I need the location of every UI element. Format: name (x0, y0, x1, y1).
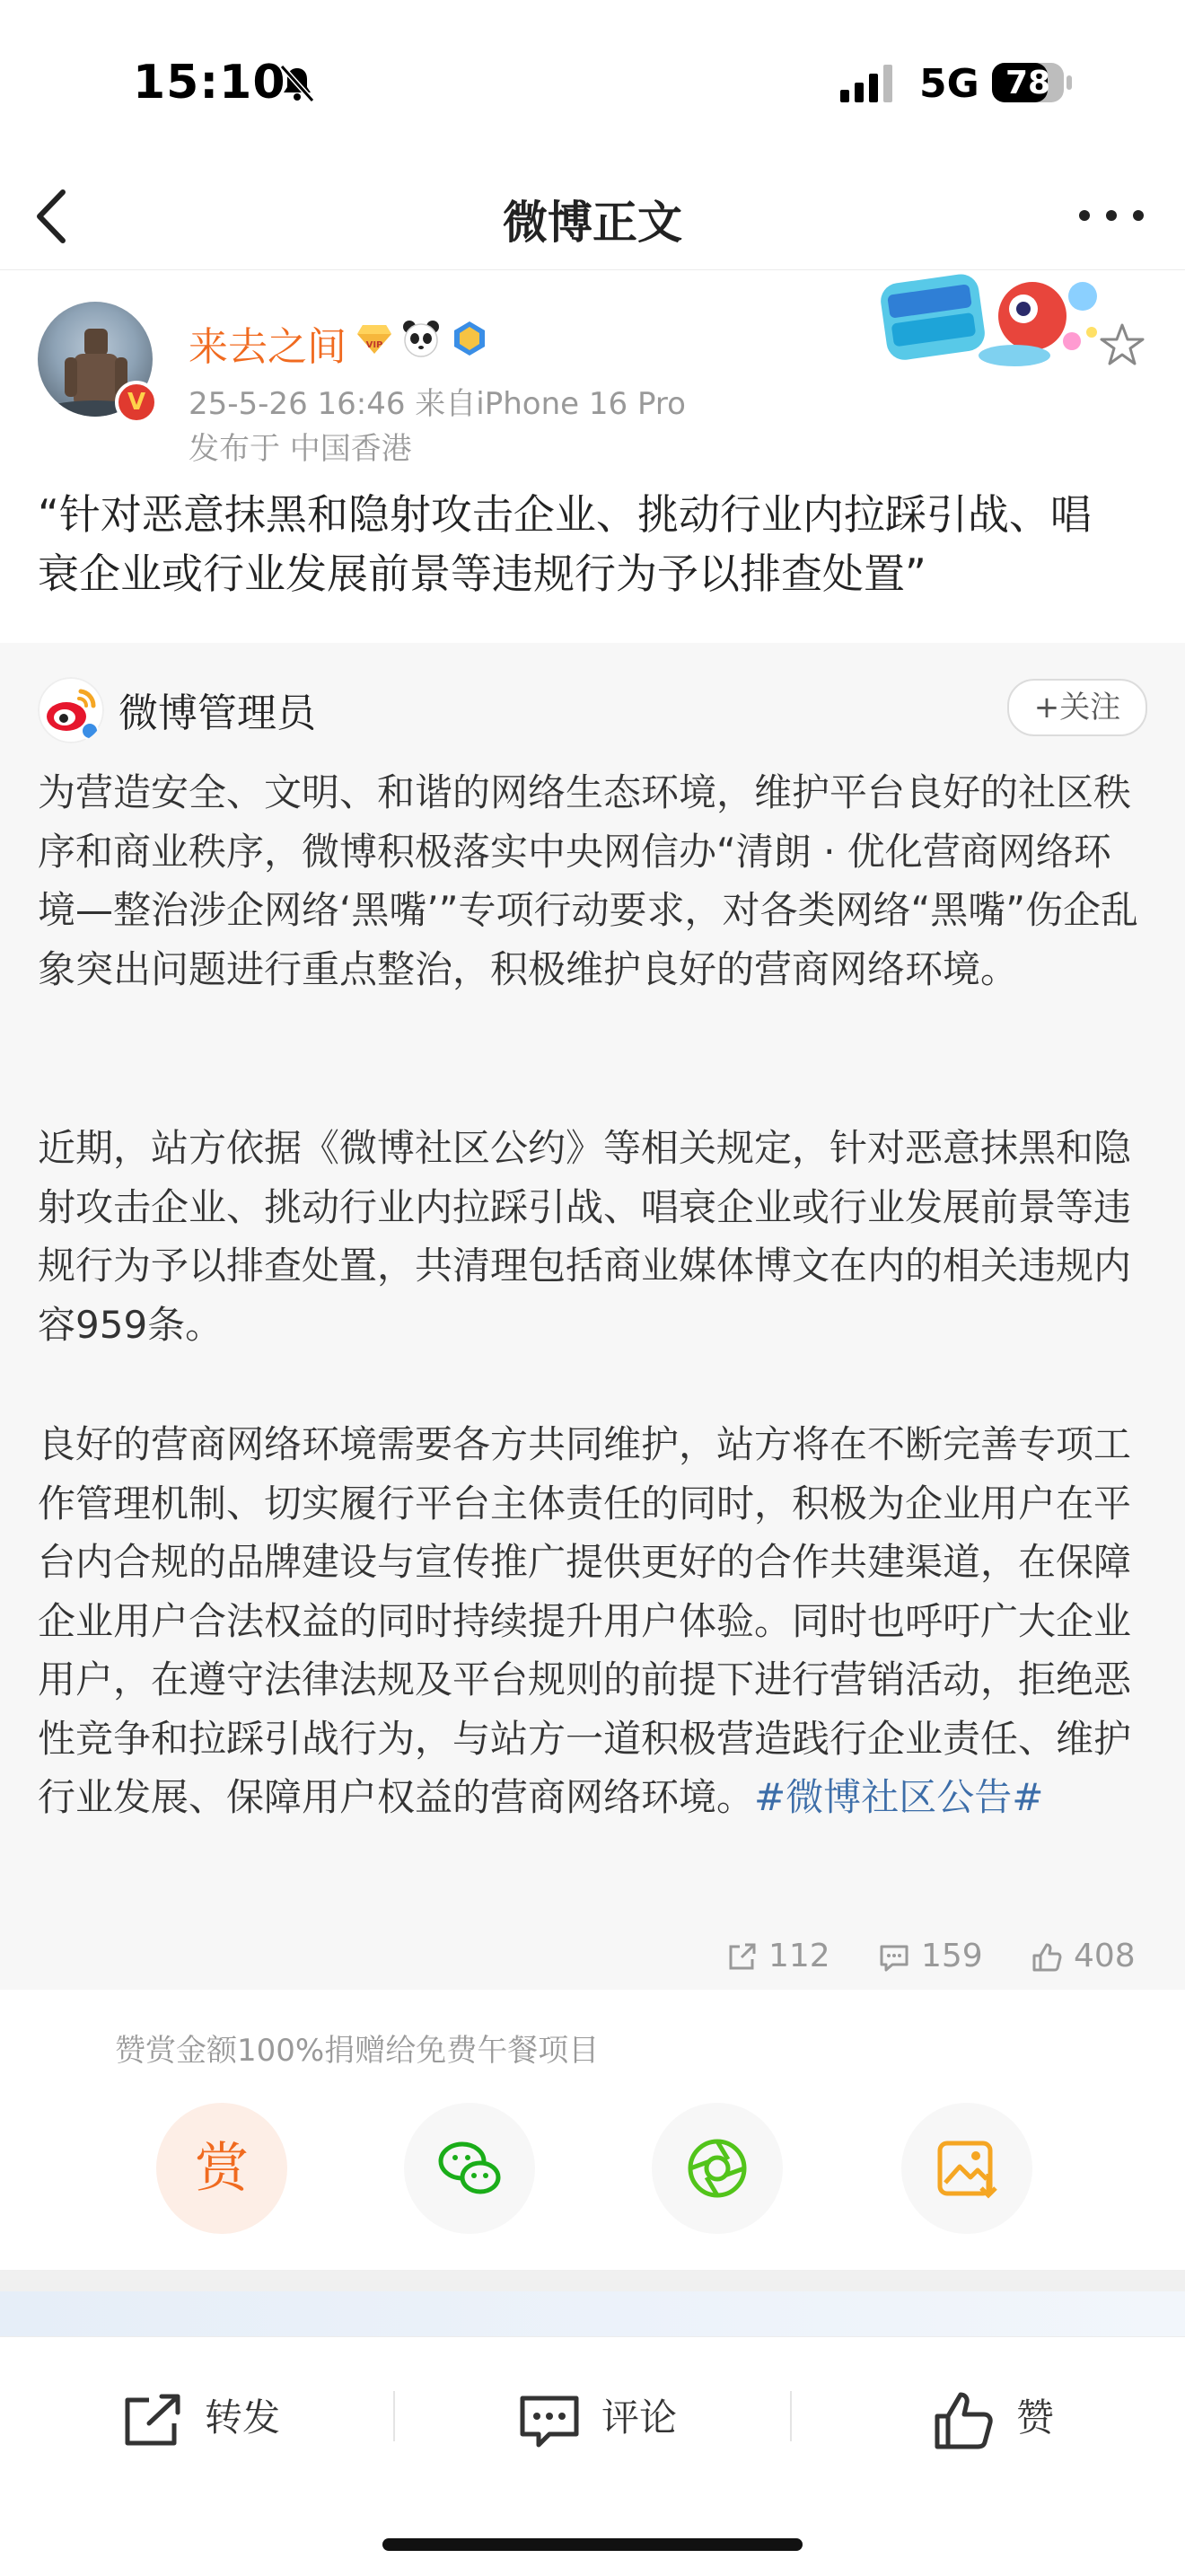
post-text-line: 衰企业或行业发展前景等违规行为予以排查处置” (38, 549, 926, 598)
section-divider (0, 2270, 1185, 2291)
repost-count: 112 (768, 1938, 830, 1974)
reward-note: 赞赏金额100%捐赠给免费午餐项目 (115, 2033, 600, 2069)
repost-paragraph-text: 良好的营商网络环境需要各方共同维护，站方将在不断完善专项工作管理机制、切实履行平台主体责任的同时，积极为企业用户在平台内合规的品牌建设与宣传推广提供更好的合作共建渠道，在保障企业用户合法权益的同时持续提升用户体验。同时也呼吁广大企业用户，在遵守法律法规及平台规则的前提下进行营销活动，拒绝恶性竞争和拉踩引战行为，与站方一道积极营造践行企业责任、维护行业发展、保障用户权益的营商网络环境。 (38, 1422, 1132, 1819)
weibo-logo-icon[interactable] (38, 677, 104, 743)
like-count: 408 (1074, 1938, 1136, 1974)
comment-icon (878, 1941, 910, 1974)
post-text-line: “针对恶意抹黑和隐射攻击企业、挑动行业内拉踩引战、唱 (38, 490, 1092, 539)
nav-bar (0, 162, 1185, 270)
battery-level: 78 (1005, 65, 1051, 101)
save-image-icon (931, 2132, 1003, 2204)
reward-label: 赏 (195, 2137, 249, 2200)
repost-icon (122, 2393, 185, 2449)
post-text (38, 485, 1147, 603)
star-icon[interactable] (1097, 320, 1147, 370)
repost-card[interactable] (0, 643, 1185, 1990)
recommend-strip (0, 2291, 1185, 2336)
panda-badge-icon[interactable] (400, 318, 442, 359)
wechat-icon (434, 2132, 505, 2204)
comment-count: 159 (921, 1938, 983, 1974)
vip-badge-icon[interactable] (356, 320, 393, 357)
repost-paragraph (38, 1415, 1147, 1827)
more-icon[interactable] (1074, 198, 1149, 233)
follow-button[interactable]: +关注 (1007, 679, 1147, 736)
status-bar (0, 0, 1185, 162)
svg-text:VIP: VIP (365, 340, 383, 350)
home-indicator (382, 2538, 803, 2551)
network-label: 5G (919, 61, 979, 107)
like-button[interactable] (934, 2382, 1054, 2454)
share-wechat-button[interactable] (404, 2103, 535, 2234)
like-icon (1031, 1941, 1063, 1974)
repost-author-name[interactable]: 微博管理员 (118, 690, 316, 736)
like-label: 赞 (1016, 2396, 1055, 2440)
repost-paragraph: 为营造安全、文明、和谐的网络生态环境，维护平台良好的社区秩序和商业秩序，微博积极落实中央网信办“清朗 · 优化营商网络环境—整治涉企网络‘黑嘴’”专项行动要求，对各类网络“黑嘴”伤企乱象突出问题进行重点整治，积极维护良好的营商网络环境。 (38, 770, 1138, 991)
hashtag-link[interactable]: #微博社区公告# (754, 1775, 1044, 1819)
comment-label: 评论 (601, 2396, 678, 2440)
verified-badge-icon: V (115, 381, 158, 424)
save-image-button[interactable] (901, 2103, 1032, 2234)
like-icon (934, 2391, 996, 2450)
moments-icon (681, 2132, 753, 2204)
battery-icon (991, 59, 1074, 106)
event-banner-icon[interactable] (880, 269, 1104, 375)
repost-button[interactable] (122, 2382, 280, 2454)
shield-badge-icon[interactable] (451, 320, 488, 357)
reward-button[interactable] (156, 2103, 287, 2234)
bottom-action-bar (0, 2336, 1185, 2576)
action-separator (393, 2391, 395, 2441)
comment-icon (519, 2393, 582, 2449)
action-separator (790, 2391, 792, 2441)
status-time: 15:10 (133, 56, 286, 110)
page-title: 微博正文 (503, 197, 682, 249)
repost-paragraph: 近期，站方依据《微博社区公约》等相关规定，针对恶意抹黑和隐射攻击企业、挑动行业内拉踩引战、唱衰企业或行业发展前景等违规行为予以排查处置，共清理包括商业媒体博文在内的相关违规内容959条。 (38, 1126, 1132, 1347)
repost-label: 转发 (205, 2396, 281, 2440)
comment-button[interactable] (519, 2382, 677, 2454)
signal-icon (840, 63, 900, 104)
author-name[interactable]: 来去之间 (189, 324, 347, 370)
repost-icon (725, 1941, 758, 1974)
post-time-source: 25-5-26 16:46 来自iPhone 16 Pro (189, 386, 686, 422)
like-count-stat[interactable] (1031, 1936, 1136, 1977)
share-moments-button[interactable] (652, 2103, 783, 2234)
comment-count-stat[interactable] (878, 1936, 983, 1977)
repost-count-stat[interactable] (725, 1936, 830, 1977)
post-location: 发布于 中国香港 (189, 431, 412, 467)
bell-slash-icon (276, 63, 318, 104)
